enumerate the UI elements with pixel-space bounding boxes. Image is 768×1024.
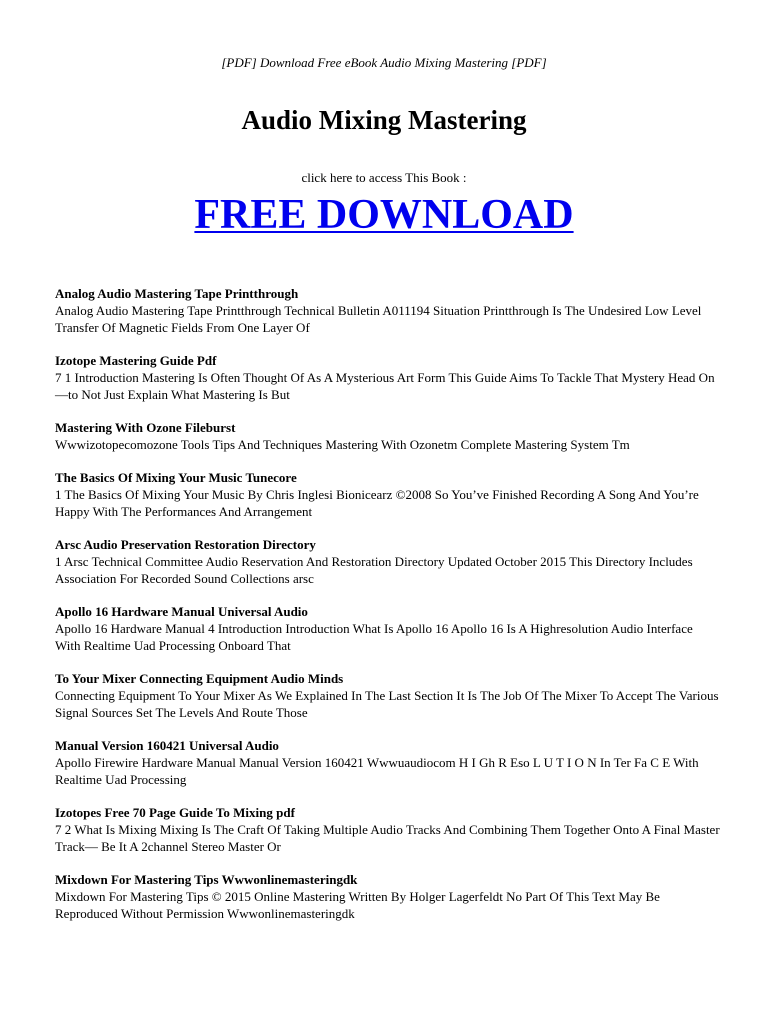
list-item bbox=[55, 603, 720, 654]
list-item bbox=[55, 871, 720, 922]
entry-title: Izotopes Free 70 Page Guide To Mixing pdf bbox=[55, 805, 295, 820]
entry-title: Izotope Mastering Guide Pdf bbox=[55, 353, 217, 368]
access-instruction: click here to access This Book : bbox=[301, 170, 467, 185]
entry-title: Apollo 16 Hardware Manual Universal Audio bbox=[55, 604, 308, 619]
entry-description: Wwwizotopecomozone Tools Tips And Techniques Mastering With Ozonetm Complete Mastering System Tm bbox=[55, 437, 630, 452]
header-line: [PDF] Download Free eBook Audio Mixing Mastering [PDF] bbox=[221, 55, 547, 70]
entry-title: Arsc Audio Preservation Restoration Directory bbox=[55, 537, 316, 552]
entry-list bbox=[55, 285, 720, 938]
entry-description: 1 Arsc Technical Committee Audio Reservation And Restoration Directory Updated October 2015 This Directory Includes Association For Recorded Sound Collections arsc bbox=[55, 554, 693, 586]
free-download-container bbox=[0, 190, 768, 240]
free-download-link[interactable]: FREE DOWNLOAD bbox=[194, 192, 574, 238]
list-item bbox=[55, 352, 720, 403]
entry-title: Mixdown For Mastering Tips Wwwonlinemasteringdk bbox=[55, 872, 358, 887]
entry-title: Analog Audio Mastering Tape Printthrough bbox=[55, 286, 299, 301]
list-item bbox=[55, 737, 720, 788]
entry-description: Analog Audio Mastering Tape Printthrough Technical Bulletin A011194 Situation Printthrough Is The Undesired Low Level Transfer Of Magnetic Fields From One Layer Of bbox=[55, 303, 702, 335]
list-item bbox=[55, 804, 720, 855]
entry-description: 1 The Basics Of Mixing Your Music By Chris Inglesi Bionicearz ©2008 So You’ve Finished Recording A Song And You’re Happy With The Performances And Arrangement bbox=[55, 487, 699, 519]
list-item bbox=[55, 469, 720, 520]
list-item bbox=[55, 536, 720, 587]
entry-description: Apollo 16 Hardware Manual 4 Introduction Introduction What Is Apollo 16 Apollo 16 Is A Highresolution Audio Interface With Realtime Uad Processing Onboard That bbox=[55, 621, 693, 653]
entry-description: Connecting Equipment To Your Mixer As We Explained In The Last Section It Is The Job Of The Mixer To Accept The Various Signal Sources Set The Levels And Route Those bbox=[55, 688, 719, 720]
entry-description: Mixdown For Mastering Tips © 2015 Online Mastering Written By Holger Lagerfeldt No Part Of This Text May Be Reproduced Without Permission Wwwonlinemasteringdk bbox=[55, 889, 660, 921]
entry-title: Mastering With Ozone Fileburst bbox=[55, 420, 236, 435]
page-title: Audio Mixing Mastering bbox=[241, 105, 527, 135]
entry-description: Apollo Firewire Hardware Manual Manual Version 160421 Wwwuaudiocom H I Gh R Eso L U T I O N In Ter Fa C E With Realtime Uad Processing bbox=[55, 755, 699, 787]
entry-title: To Your Mixer Connecting Equipment Audio Minds bbox=[55, 671, 344, 686]
list-item bbox=[55, 670, 720, 721]
list-item bbox=[55, 419, 720, 453]
entry-title: The Basics Of Mixing Your Music Tunecore bbox=[55, 470, 297, 485]
entry-description: 7 2 What Is Mixing Mixing Is The Craft Of Taking Multiple Audio Tracks And Combining Them Together Onto A Final Master Track— Be It A 2channel Stereo Master Or bbox=[55, 822, 720, 854]
entry-description: 7 1 Introduction Mastering Is Often Thought Of As A Mysterious Art Form This Guide Aims To Tackle That Mystery Head On—to Not Just Explain What Mastering Is But bbox=[55, 370, 715, 402]
entry-title: Manual Version 160421 Universal Audio bbox=[55, 738, 279, 753]
list-item bbox=[55, 285, 720, 336]
